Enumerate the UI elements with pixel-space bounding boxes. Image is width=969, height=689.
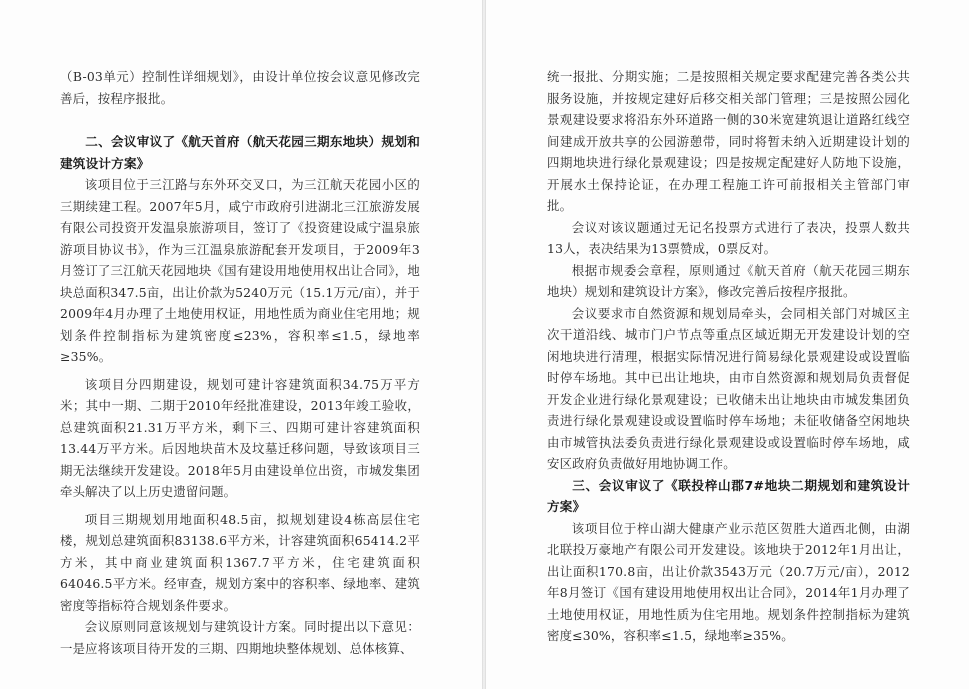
- paragraph-phases: 该项目分四期建设，规划可建计容建筑面积34.75万平方米；其中一期、二期于2010年经批准建设，2013年竣工验收，总建筑面积21.31万平方米，剩下三、四期可建计容建筑面积13.44万平方米。后因地块苗木及坟墓迁移问题，导致该项目三期无法继续开发建设。2018年5月由建设单位出资，市城发集团牵头解决了以上历史遗留问题。: [60, 376, 420, 499]
- left-page-text: [60, 66, 420, 659]
- paragraph-phase-three: 项目三期规划用地面积48.5亩，拟规划建设4栋高层住宅楼，规划总建筑面积83138.6平方米，计容建筑面积65414.2平方米，其中商业建筑面积1367.7平方米，住宅建筑面积64046.5平方米。经审查，规划方案中的容积率、绿地率、建筑密度等指标符合规划条件要求。: [60, 511, 420, 613]
- continuation-paragraph: （B-03单元）控制性详细规划》，由设计单位按会议意见修改完善后，按程序报批。: [60, 69, 420, 106]
- paragraph-opinions: 会议原则同意该规划与建筑设计方案。同时提出以下意见：一是应将该项目待开发的三期、四期地块整体规划、总体核算、: [60, 619, 420, 656]
- paragraph-requirement: 会议要求市自然资源和规划局牵头，会同相关部门对城区主次干道沿线、城市门户节点等重点区域近期无开发建设计划的空闲地块进行清理，根据实际情况进行简易绿化景观建设或设置临时停车场地。其中已出让地块，由市自然资源和规划局负责督促开发企业进行绿化景观建设；已收储未出让地块由市城发集团负责进行绿化景观建设或设置临时停车场地；未征收储备空闲地块由市城管执法委负责进行绿化景观建设或设置临时停车场地，咸安区政府负责做好用地协调工作。: [547, 305, 910, 471]
- right-page: [486, 0, 969, 689]
- paragraph-decision: 根据市规委会章程，原则通过《航天首府（航天花园三期东地块）规划和建筑设计方案》，修改完善后按程序报批。: [547, 262, 910, 299]
- paragraph-project-location: 该项目位于三江路与东外环交叉口，为三江航天花园小区的三期续建工程。2007年5月，咸宁市政府引进湖北三江旅游发展有限公司投资开发温泉旅游项目，签订了《投资建设咸宁温泉旅游项目协议书》，作为三江温泉旅游配套开发项目，于2009年3月签订了三江航天花园地块《国有建设用地使用权出让合同》，地块总面积347.5亩，出让价款为5240万元（15.1万元/亩），并于2009年4月办理了土地使用权证，用地性质为商业住宅用地；规划条件控制指标为建筑密度≤23%，容积率≤1.5，绿地率≥35%。: [60, 177, 420, 364]
- left-page: [0, 0, 482, 689]
- paragraph-project-three: 该项目位于梓山湖大健康产业示范区贺胜大道西北侧，由湖北联投万豪地产有限公司开发建设。该地块于2012年1月出让，出让面积170.8亩，出让价款3543万元（20.7万元/亩），2012年8月签订《国有建设用地使用权出让合同》，2014年1月办理了土地使用权证，用地性质为住宅用地。规划条件控制指标为建筑密度≤30%，容积率≤1.5，绿地率≥35%。: [547, 520, 910, 643]
- section-heading-3: 三、会议审议了《联投梓山郡7#地块二期规划和建筑设计方案》: [547, 477, 910, 514]
- section-heading-2: 二、会议审议了《航天首府（航天花园三期东地块）规划和建筑设计方案》: [60, 134, 420, 171]
- paragraph-vote: 会议对该议题通过无记名投票方式进行了表决，投票人数共13人，表决结果为13票赞成，0票反对。: [547, 219, 910, 256]
- right-page-text: [547, 66, 910, 647]
- continuation-paragraph: 统一报批、分期实施；二是按照相关规定要求配建完善各类公共服务设施，并按规定建好后移交相关部门管理；三是按照公园化景观建设要求将沿东外环道路一侧的30米宽建筑退让道路红线空间建成开放共享的公园游憩带，同时将暂未纳入近期建设计划的四期地块进行绿化景观建设；四是按规定配建好人防地下设施，开展水土保持论证，在办理工程施工许可前报相关主管部门审批。: [547, 69, 910, 213]
